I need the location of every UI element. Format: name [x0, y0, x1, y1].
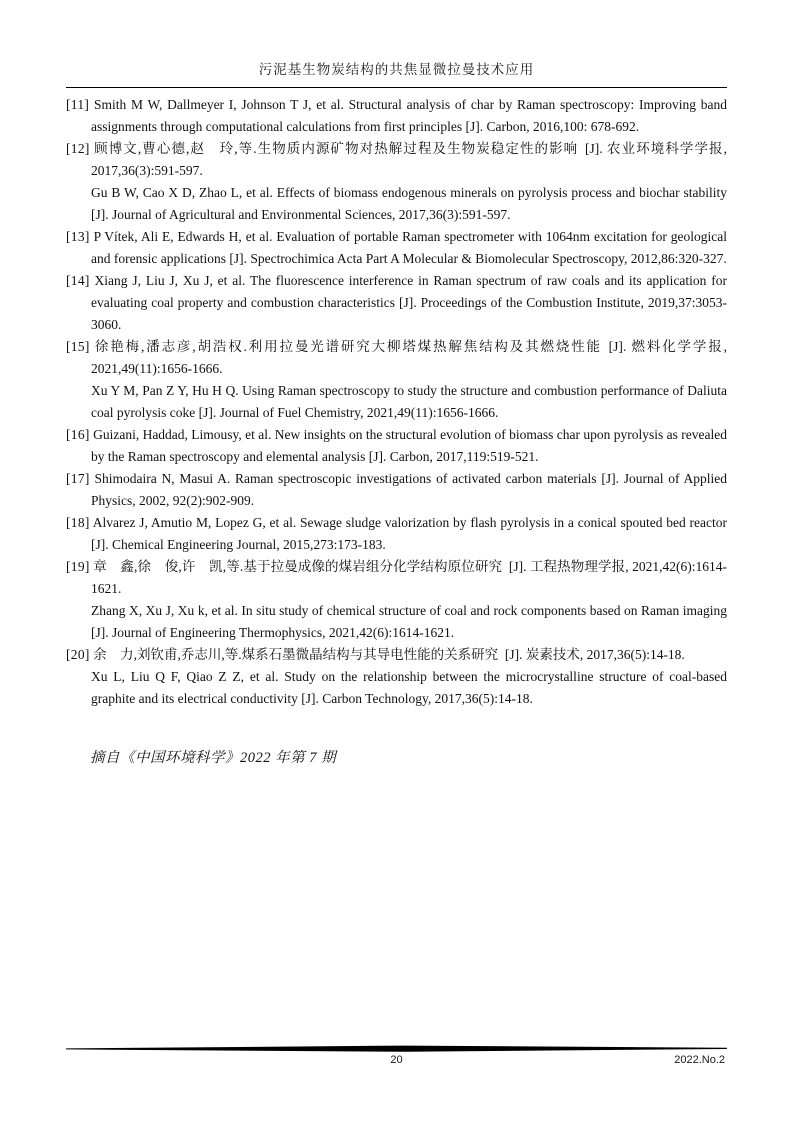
page-header	[66, 58, 727, 88]
reference-text: [19] 章 鑫,徐 俊,许 凯,等.基于拉曼成像的煤岩组分化学结构原位研究 [J]. 工程热物理学报, 2021,42(6):1614-1621.	[66, 559, 727, 596]
page-number: 20	[390, 1054, 403, 1066]
reference-entry	[66, 468, 727, 512]
reference-entry	[66, 336, 727, 424]
reference-entry	[66, 424, 727, 468]
reference-text: [16] Guizani, Haddad, Limousy, et al. New insights on the structural evolution of biomass char upon pyrolysis as revealed by the Raman spectroscopy and elemental analysis [J]. Carbon, 2017,119:519-521.	[66, 427, 727, 464]
reference-text: [17] Shimodaira N, Masui A. Raman spectroscopic investigations of activated carbon materials [J]. Journal of Applied Physics, 2002, 92(2):902-909.	[66, 471, 727, 508]
source-note: 摘自《中国环境科学》2022 年第 7 期	[90, 750, 337, 766]
reference-text: [20] 余 力,刘钦甫,乔志川,等.煤系石墨微晶结构与其导电性能的关系研究 [J]. 炭素技术, 2017,36(5):14-18.	[66, 647, 685, 662]
references-list	[66, 94, 727, 710]
reference-number: [20]	[66, 647, 90, 662]
reference-entry	[66, 270, 727, 336]
reference-translation: Zhang X, Xu J, Xu k, et al. In situ study of chemical structure of coal and rock components based on Raman imaging [J]. Journal of Engineering Thermophysics, 2021,42(6):1614-1621.	[91, 603, 727, 640]
reference-text: [11] Smith M W, Dallmeyer I, Johnson T J, et al. Structural analysis of char by Raman spectroscopy: Improving band assignments through computational calculations from first principles [J]. Carbon, 2016,100: 678-692.	[66, 97, 727, 134]
footer-row	[66, 1054, 727, 1070]
reference-number: [16]	[66, 427, 90, 442]
reference-number: [12]	[66, 141, 90, 156]
reference-number: [17]	[66, 471, 90, 486]
reference-entry	[66, 556, 727, 644]
reference-text: [14] Xiang J, Liu J, Xu J, et al. The fluorescence interference in Raman spectrum of raw coals and its application for evaluating coal property and combustion characteristics [J]. Proceedings of the Combustion Institute, 2019,37:3053-3060.	[66, 273, 727, 332]
reference-number: [13]	[66, 229, 90, 244]
reference-number: [14]	[66, 273, 90, 288]
reference-entry	[66, 512, 727, 556]
issue-label: 2022.No.2	[674, 1054, 725, 1066]
reference-text: [15] 徐艳梅,潘志彦,胡浩权.利用拉曼光谱研究大柳塔煤热解焦结构及其燃烧性能 [J]. 燃料化学学报, 2021,49(11):1656-1666.	[66, 339, 727, 376]
running-head-title: 污泥基生物炭结构的共焦显微拉曼技术应用	[258, 62, 535, 77]
reference-translation: Xu Y M, Pan Z Y, Hu H Q. Using Raman spectroscopy to study the structure and combustion performance of Daliuta coal pyrolysis coke [J]. Journal of Fuel Chemistry, 2021,49(11):1656-1666.	[91, 383, 727, 420]
reference-translation: Gu B W, Cao X D, Zhao L, et al. Effects of biomass endogenous minerals on pyrolysis process and biochar stability [J]. Journal of Agricultural and Environmental Sciences, 2017,36(3):591-597.	[91, 185, 727, 222]
footer-rule	[66, 1045, 727, 1053]
reference-number: [11]	[66, 97, 90, 112]
reference-entry	[66, 226, 727, 270]
reference-number: [19]	[66, 559, 90, 574]
reference-entry	[66, 138, 727, 226]
header-rule	[66, 87, 727, 88]
reference-text: [12] 顾博文,曹心德,赵 玲,等.生物质内源矿物对热解过程及生物炭稳定性的影响 [J]. 农业环境科学学报, 2017,36(3):591-597.	[66, 141, 727, 178]
reference-entry	[66, 644, 727, 710]
reference-number: [18]	[66, 515, 90, 530]
reference-translation: Xu L, Liu Q F, Qiao Z Z, et al. Study on the relationship between the microcrystalline structure of coal-based graphite and its electrical conductivity [J]. Carbon Technology, 2017,36(5):14-18.	[91, 669, 727, 706]
reference-text: [13] P Vítek, Ali E, Edwards H, et al. Evaluation of portable Raman spectrometer with 1064nm excitation for geological and forensic applications [J]. Spectrochimica Acta Part A Molecular & Biomolecular Spectroscopy, 2012,86:320-327.	[66, 229, 727, 266]
reference-text: [18] Alvarez J, Amutio M, Lopez G, et al. Sewage sludge valorization by flash pyrolysis in a conical spouted bed reactor [J]. Chemical Engineering Journal, 2015,273:173-183.	[66, 515, 727, 552]
reference-entry	[66, 94, 727, 138]
page-footer	[66, 1045, 727, 1070]
reference-number: [15]	[66, 339, 90, 354]
